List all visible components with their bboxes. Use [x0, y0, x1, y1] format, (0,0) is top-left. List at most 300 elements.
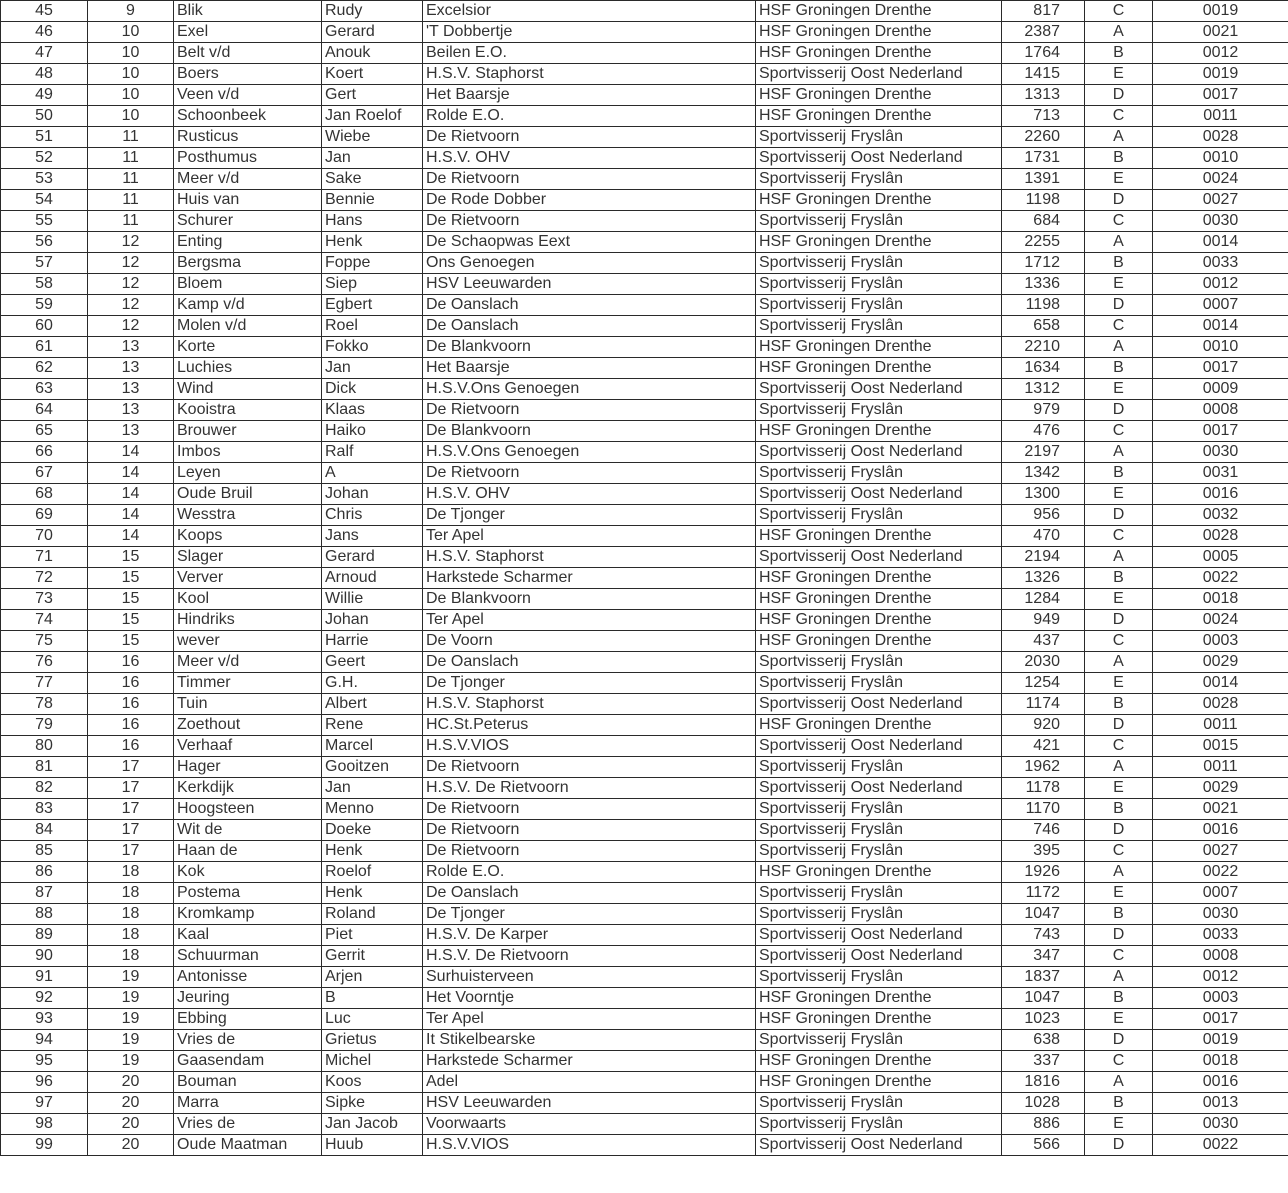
rank-cell: 87 [1, 883, 88, 904]
federation-cell: HSF Groningen Drenthe [756, 43, 1002, 64]
results-body [1, 1, 1288, 1156]
club-cell: H.S.V. De Rietvoorn [423, 778, 756, 799]
heat-cell: 17 [88, 841, 174, 862]
surname-cell: Kamp v/d [174, 295, 322, 316]
sector-cell: C [1085, 1051, 1153, 1072]
weight-cell: 347 [1002, 946, 1085, 967]
surname-cell: Kromkamp [174, 904, 322, 925]
heat-cell: 14 [88, 505, 174, 526]
federation-cell: HSF Groningen Drenthe [756, 421, 1002, 442]
club-cell: H.S.V. OHV [423, 484, 756, 505]
table-row [1, 148, 1288, 169]
table-row [1, 799, 1288, 820]
surname-cell: Rusticus [174, 127, 322, 148]
table-row [1, 295, 1288, 316]
club-cell: Excelsior [423, 1, 756, 22]
sector-cell: C [1085, 421, 1153, 442]
surname-cell: Kaal [174, 925, 322, 946]
weight-cell: 337 [1002, 1051, 1085, 1072]
rank-cell: 60 [1, 316, 88, 337]
surname-cell: Molen v/d [174, 316, 322, 337]
heat-cell: 17 [88, 778, 174, 799]
weight-cell: 1300 [1002, 484, 1085, 505]
weight-cell: 1962 [1002, 757, 1085, 778]
club-cell: De Oanslach [423, 883, 756, 904]
heat-cell: 19 [88, 1030, 174, 1051]
code-cell: 0022 [1153, 568, 1288, 589]
sector-cell: A [1085, 1072, 1153, 1093]
federation-cell: Sportvisserij Oost Nederland [756, 64, 1002, 85]
rank-cell: 59 [1, 295, 88, 316]
table-row [1, 484, 1288, 505]
federation-cell: Sportvisserij Oost Nederland [756, 778, 1002, 799]
table-row [1, 1093, 1288, 1114]
table-row [1, 904, 1288, 925]
rank-cell: 48 [1, 64, 88, 85]
heat-cell: 14 [88, 526, 174, 547]
first-name-cell: Albert [322, 694, 423, 715]
surname-cell: Postema [174, 883, 322, 904]
heat-cell: 16 [88, 736, 174, 757]
table-row [1, 106, 1288, 127]
club-cell: Voorwaarts [423, 1114, 756, 1135]
rank-cell: 71 [1, 547, 88, 568]
sector-cell: E [1085, 64, 1153, 85]
club-cell: Ter Apel [423, 526, 756, 547]
surname-cell: Meer v/d [174, 652, 322, 673]
table-row [1, 358, 1288, 379]
first-name-cell: Sake [322, 169, 423, 190]
federation-cell: Sportvisserij Fryslân [756, 841, 1002, 862]
code-cell: 0010 [1153, 148, 1288, 169]
club-cell: De Schaopwas Eext [423, 232, 756, 253]
sector-cell: D [1085, 400, 1153, 421]
sector-cell: E [1085, 778, 1153, 799]
table-row [1, 946, 1288, 967]
club-cell: De Tjonger [423, 505, 756, 526]
table-row [1, 988, 1288, 1009]
first-name-cell: Ralf [322, 442, 423, 463]
federation-cell: Sportvisserij Oost Nederland [756, 379, 1002, 400]
surname-cell: Huis van [174, 190, 322, 211]
federation-cell: Sportvisserij Oost Nederland [756, 1135, 1002, 1156]
code-cell: 0009 [1153, 379, 1288, 400]
sector-cell: A [1085, 127, 1153, 148]
sector-cell: B [1085, 988, 1153, 1009]
rank-cell: 53 [1, 169, 88, 190]
code-cell: 0010 [1153, 337, 1288, 358]
rank-cell: 79 [1, 715, 88, 736]
code-cell: 0003 [1153, 631, 1288, 652]
surname-cell: Oude Bruil [174, 484, 322, 505]
weight-cell: 1047 [1002, 988, 1085, 1009]
rank-cell: 96 [1, 1072, 88, 1093]
weight-cell: 1837 [1002, 967, 1085, 988]
surname-cell: Meer v/d [174, 169, 322, 190]
heat-cell: 13 [88, 337, 174, 358]
federation-cell: Sportvisserij Fryslân [756, 316, 1002, 337]
club-cell: De Rietvoorn [423, 127, 756, 148]
club-cell: Surhuisterveen [423, 967, 756, 988]
rank-cell: 94 [1, 1030, 88, 1051]
club-cell: 'T Dobbertje [423, 22, 756, 43]
first-name-cell: Geert [322, 652, 423, 673]
federation-cell: HSF Groningen Drenthe [756, 106, 1002, 127]
surname-cell: Wit de [174, 820, 322, 841]
surname-cell: Vries de [174, 1030, 322, 1051]
rank-cell: 75 [1, 631, 88, 652]
federation-cell: Sportvisserij Fryslân [756, 169, 1002, 190]
sector-cell: A [1085, 547, 1153, 568]
surname-cell: Oude Maatman [174, 1135, 322, 1156]
federation-cell: Sportvisserij Fryslân [756, 904, 1002, 925]
surname-cell: Schuurman [174, 946, 322, 967]
surname-cell: Tuin [174, 694, 322, 715]
heat-cell: 13 [88, 400, 174, 421]
code-cell: 0016 [1153, 484, 1288, 505]
surname-cell: Wesstra [174, 505, 322, 526]
federation-cell: HSF Groningen Drenthe [756, 1, 1002, 22]
rank-cell: 97 [1, 1093, 88, 1114]
code-cell: 0024 [1153, 610, 1288, 631]
table-row [1, 862, 1288, 883]
rank-cell: 89 [1, 925, 88, 946]
heat-cell: 19 [88, 988, 174, 1009]
table-row [1, 337, 1288, 358]
table-row [1, 505, 1288, 526]
table-row [1, 379, 1288, 400]
first-name-cell: Koos [322, 1072, 423, 1093]
heat-cell: 16 [88, 652, 174, 673]
club-cell: De Blankvoorn [423, 589, 756, 610]
table-row [1, 652, 1288, 673]
code-cell: 0021 [1153, 799, 1288, 820]
club-cell: Het Voorntje [423, 988, 756, 1009]
rank-cell: 72 [1, 568, 88, 589]
rank-cell: 63 [1, 379, 88, 400]
rank-cell: 50 [1, 106, 88, 127]
federation-cell: HSF Groningen Drenthe [756, 862, 1002, 883]
federation-cell: HSF Groningen Drenthe [756, 568, 1002, 589]
rank-cell: 95 [1, 1051, 88, 1072]
table-row [1, 211, 1288, 232]
rank-cell: 83 [1, 799, 88, 820]
heat-cell: 14 [88, 463, 174, 484]
sector-cell: D [1085, 610, 1153, 631]
heat-cell: 19 [88, 1009, 174, 1030]
first-name-cell: Grietus [322, 1030, 423, 1051]
first-name-cell: Jan [322, 148, 423, 169]
table-row [1, 1135, 1288, 1156]
code-cell: 0018 [1153, 589, 1288, 610]
sector-cell: B [1085, 1093, 1153, 1114]
heat-cell: 18 [88, 925, 174, 946]
heat-cell: 18 [88, 904, 174, 925]
code-cell: 0007 [1153, 883, 1288, 904]
federation-cell: HSF Groningen Drenthe [756, 1009, 1002, 1030]
sector-cell: E [1085, 169, 1153, 190]
federation-cell: Sportvisserij Fryslân [756, 820, 1002, 841]
weight-cell: 956 [1002, 505, 1085, 526]
sector-cell: C [1085, 106, 1153, 127]
code-cell: 0022 [1153, 1135, 1288, 1156]
sector-cell: D [1085, 1030, 1153, 1051]
first-name-cell: G.H. [322, 673, 423, 694]
federation-cell: Sportvisserij Fryslân [756, 1093, 1002, 1114]
club-cell: De Oanslach [423, 652, 756, 673]
heat-cell: 13 [88, 421, 174, 442]
table-row [1, 316, 1288, 337]
heat-cell: 20 [88, 1114, 174, 1135]
code-cell: 0017 [1153, 421, 1288, 442]
rank-cell: 55 [1, 211, 88, 232]
table-row [1, 568, 1288, 589]
surname-cell: Kok [174, 862, 322, 883]
heat-cell: 10 [88, 85, 174, 106]
club-cell: De Tjonger [423, 904, 756, 925]
table-row [1, 442, 1288, 463]
first-name-cell: Arnoud [322, 568, 423, 589]
first-name-cell: Jans [322, 526, 423, 547]
code-cell: 0016 [1153, 1072, 1288, 1093]
rank-cell: 65 [1, 421, 88, 442]
first-name-cell: Bennie [322, 190, 423, 211]
surname-cell: Timmer [174, 673, 322, 694]
code-cell: 0019 [1153, 1, 1288, 22]
club-cell: De Rietvoorn [423, 169, 756, 190]
first-name-cell: Rene [322, 715, 423, 736]
table-row [1, 1009, 1288, 1030]
table-row [1, 841, 1288, 862]
surname-cell: Bouman [174, 1072, 322, 1093]
code-cell: 0017 [1153, 85, 1288, 106]
first-name-cell: Luc [322, 1009, 423, 1030]
first-name-cell: Gert [322, 85, 423, 106]
first-name-cell: Fokko [322, 337, 423, 358]
heat-cell: 15 [88, 631, 174, 652]
rank-cell: 76 [1, 652, 88, 673]
sector-cell: B [1085, 694, 1153, 715]
code-cell: 0028 [1153, 526, 1288, 547]
sector-cell: B [1085, 253, 1153, 274]
table-row [1, 43, 1288, 64]
sector-cell: B [1085, 904, 1153, 925]
table-row [1, 547, 1288, 568]
rank-cell: 80 [1, 736, 88, 757]
table-row [1, 778, 1288, 799]
club-cell: HC.St.Peterus [423, 715, 756, 736]
club-cell: De Rietvoorn [423, 841, 756, 862]
surname-cell: Imbos [174, 442, 322, 463]
surname-cell: Verver [174, 568, 322, 589]
weight-cell: 1170 [1002, 799, 1085, 820]
surname-cell: Luchies [174, 358, 322, 379]
first-name-cell: Koert [322, 64, 423, 85]
sector-cell: B [1085, 463, 1153, 484]
sector-cell: D [1085, 295, 1153, 316]
surname-cell: Schoonbeek [174, 106, 322, 127]
heat-cell: 12 [88, 274, 174, 295]
surname-cell: Blik [174, 1, 322, 22]
weight-cell: 1198 [1002, 190, 1085, 211]
surname-cell: Verhaaf [174, 736, 322, 757]
sector-cell: E [1085, 883, 1153, 904]
weight-cell: 1634 [1002, 358, 1085, 379]
club-cell: H.S.V.Ons Genoegen [423, 379, 756, 400]
club-cell: HSV Leeuwarden [423, 274, 756, 295]
heat-cell: 17 [88, 820, 174, 841]
federation-cell: HSF Groningen Drenthe [756, 715, 1002, 736]
surname-cell: Korte [174, 337, 322, 358]
code-cell: 0022 [1153, 862, 1288, 883]
sector-cell: A [1085, 757, 1153, 778]
surname-cell: Exel [174, 22, 322, 43]
sector-cell: E [1085, 589, 1153, 610]
surname-cell: Koops [174, 526, 322, 547]
weight-cell: 1284 [1002, 589, 1085, 610]
club-cell: De Oanslach [423, 316, 756, 337]
sector-cell: E [1085, 484, 1153, 505]
code-cell: 0027 [1153, 841, 1288, 862]
club-cell: De Rietvoorn [423, 820, 756, 841]
first-name-cell: Henk [322, 841, 423, 862]
rank-cell: 64 [1, 400, 88, 421]
rank-cell: 52 [1, 148, 88, 169]
club-cell: De Rietvoorn [423, 757, 756, 778]
heat-cell: 20 [88, 1072, 174, 1093]
code-cell: 0016 [1153, 820, 1288, 841]
club-cell: De Rietvoorn [423, 400, 756, 421]
surname-cell: Wind [174, 379, 322, 400]
federation-cell: Sportvisserij Oost Nederland [756, 925, 1002, 946]
code-cell: 0007 [1153, 295, 1288, 316]
code-cell: 0013 [1153, 1093, 1288, 1114]
code-cell: 0031 [1153, 463, 1288, 484]
heat-cell: 11 [88, 127, 174, 148]
heat-cell: 16 [88, 694, 174, 715]
heat-cell: 18 [88, 946, 174, 967]
federation-cell: Sportvisserij Fryslân [756, 799, 1002, 820]
federation-cell: Sportvisserij Fryslân [756, 211, 1002, 232]
code-cell: 0014 [1153, 316, 1288, 337]
first-name-cell: Siep [322, 274, 423, 295]
club-cell: De Rietvoorn [423, 211, 756, 232]
rank-cell: 91 [1, 967, 88, 988]
rank-cell: 92 [1, 988, 88, 1009]
table-row [1, 1030, 1288, 1051]
surname-cell: Kooistra [174, 400, 322, 421]
weight-cell: 1028 [1002, 1093, 1085, 1114]
first-name-cell: Roel [322, 316, 423, 337]
weight-cell: 746 [1002, 820, 1085, 841]
table-row [1, 127, 1288, 148]
heat-cell: 20 [88, 1135, 174, 1156]
sector-cell: C [1085, 841, 1153, 862]
surname-cell: Antonisse [174, 967, 322, 988]
sector-cell: C [1085, 211, 1153, 232]
first-name-cell: Haiko [322, 421, 423, 442]
weight-cell: 1047 [1002, 904, 1085, 925]
table-row [1, 736, 1288, 757]
rank-cell: 51 [1, 127, 88, 148]
federation-cell: Sportvisserij Fryslân [756, 463, 1002, 484]
sector-cell: A [1085, 337, 1153, 358]
sector-cell: C [1085, 736, 1153, 757]
surname-cell: Vries de [174, 1114, 322, 1135]
weight-cell: 1926 [1002, 862, 1085, 883]
surname-cell: Kool [174, 589, 322, 610]
weight-cell: 1336 [1002, 274, 1085, 295]
sector-cell: A [1085, 967, 1153, 988]
table-row [1, 253, 1288, 274]
code-cell: 0033 [1153, 925, 1288, 946]
heat-cell: 12 [88, 232, 174, 253]
federation-cell: Sportvisserij Oost Nederland [756, 547, 1002, 568]
rank-cell: 54 [1, 190, 88, 211]
federation-cell: Sportvisserij Fryslân [756, 400, 1002, 421]
club-cell: Rolde E.O. [423, 106, 756, 127]
table-row [1, 169, 1288, 190]
weight-cell: 395 [1002, 841, 1085, 862]
heat-cell: 11 [88, 211, 174, 232]
weight-cell: 2194 [1002, 547, 1085, 568]
surname-cell: Gaasendam [174, 1051, 322, 1072]
federation-cell: Sportvisserij Fryslân [756, 967, 1002, 988]
federation-cell: HSF Groningen Drenthe [756, 1072, 1002, 1093]
federation-cell: HSF Groningen Drenthe [756, 589, 1002, 610]
heat-cell: 19 [88, 967, 174, 988]
weight-cell: 817 [1002, 1, 1085, 22]
surname-cell: Hoogsteen [174, 799, 322, 820]
surname-cell: Slager [174, 547, 322, 568]
weight-cell: 1391 [1002, 169, 1085, 190]
federation-cell: Sportvisserij Oost Nederland [756, 148, 1002, 169]
sector-cell: E [1085, 1114, 1153, 1135]
first-name-cell: Gerrit [322, 946, 423, 967]
first-name-cell: Anouk [322, 43, 423, 64]
weight-cell: 1198 [1002, 295, 1085, 316]
rank-cell: 62 [1, 358, 88, 379]
weight-cell: 979 [1002, 400, 1085, 421]
heat-cell: 11 [88, 148, 174, 169]
code-cell: 0021 [1153, 22, 1288, 43]
first-name-cell: Marcel [322, 736, 423, 757]
federation-cell: HSF Groningen Drenthe [756, 631, 1002, 652]
code-cell: 0011 [1153, 106, 1288, 127]
code-cell: 0029 [1153, 778, 1288, 799]
weight-cell: 1313 [1002, 85, 1085, 106]
weight-cell: 1816 [1002, 1072, 1085, 1093]
table-row [1, 1051, 1288, 1072]
surname-cell: Veen v/d [174, 85, 322, 106]
surname-cell: Boers [174, 64, 322, 85]
first-name-cell: Wiebe [322, 127, 423, 148]
table-row [1, 673, 1288, 694]
club-cell: Ter Apel [423, 1009, 756, 1030]
code-cell: 0027 [1153, 190, 1288, 211]
sector-cell: B [1085, 358, 1153, 379]
club-cell: De Rode Dobber [423, 190, 756, 211]
club-cell: Het Baarsje [423, 85, 756, 106]
first-name-cell: Johan [322, 610, 423, 631]
rank-cell: 78 [1, 694, 88, 715]
code-cell: 0019 [1153, 64, 1288, 85]
table-row [1, 820, 1288, 841]
code-cell: 0030 [1153, 904, 1288, 925]
table-row [1, 190, 1288, 211]
surname-cell: wever [174, 631, 322, 652]
first-name-cell: Klaas [322, 400, 423, 421]
